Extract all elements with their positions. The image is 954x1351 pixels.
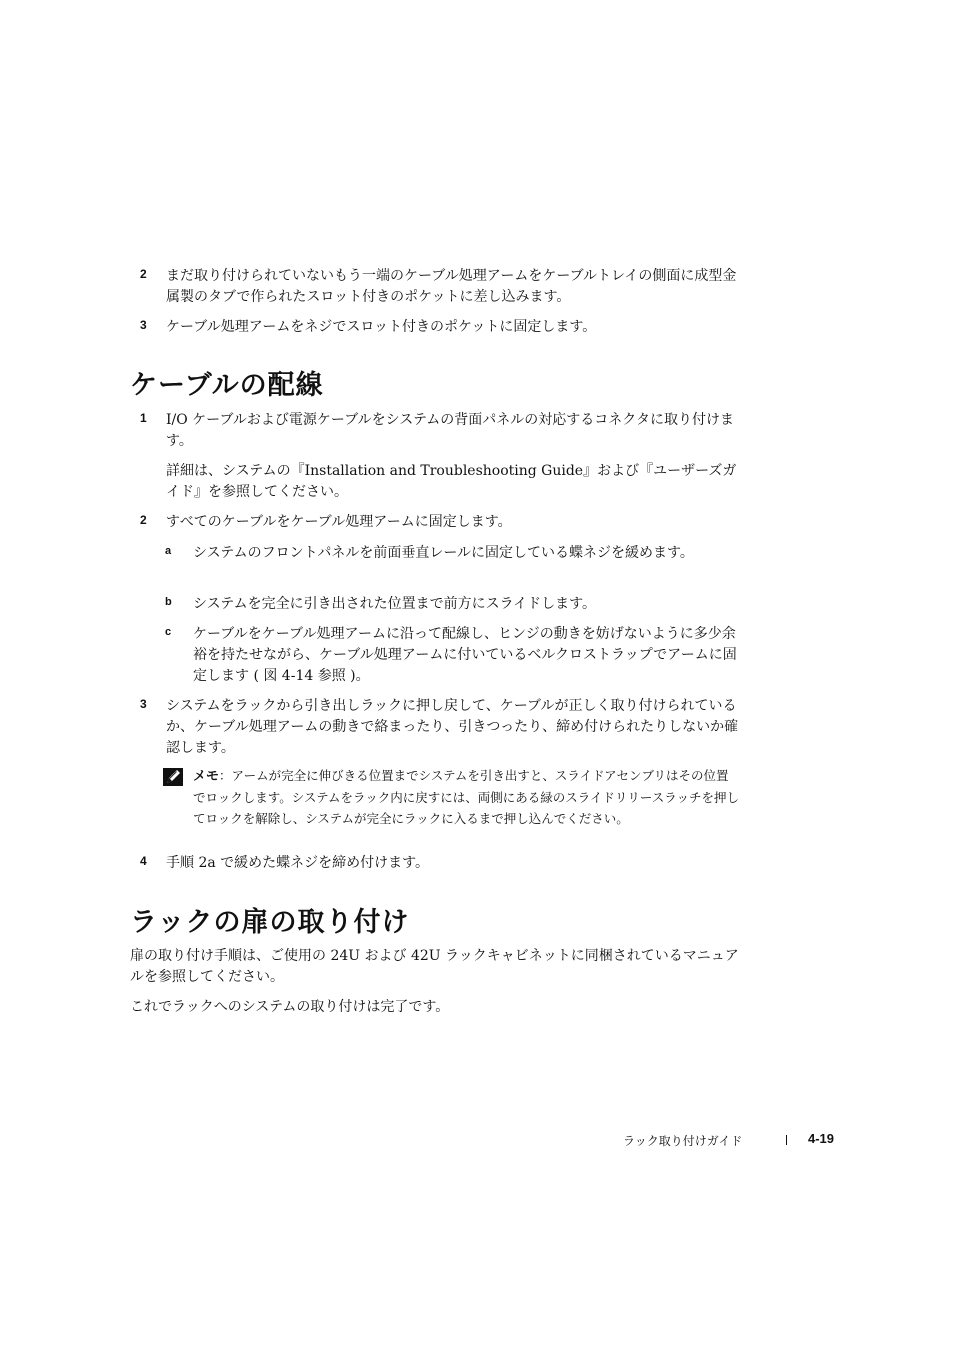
page-number: 4-19 — [808, 1131, 835, 1146]
step-item — [140, 410, 740, 452]
substep-letter: c — [165, 626, 172, 638]
step-number: 3 — [140, 697, 147, 711]
substep-item — [165, 543, 740, 564]
step-text: 手順 2a で緩めた蝶ネジを締め付けます。 — [166, 855, 430, 871]
note-label: メモ — [193, 769, 220, 784]
footer-chapter: ラック取り付けガイド — [623, 1134, 743, 1148]
step-number: 3 — [140, 318, 147, 332]
page-footer — [560, 1130, 840, 1150]
step-number: 2 — [140, 513, 147, 527]
section-heading-rack-door: ラックの扉の取り付け — [130, 907, 410, 938]
section-heading-cabling: ケーブルの配線 — [130, 370, 324, 401]
step-number: 4 — [140, 854, 147, 868]
step-number: 1 — [140, 411, 147, 425]
step-text: I/O ケーブルおよび電源ケーブルをシステムの背面パネルの対応するコネクタに取り付けます。 — [166, 412, 734, 449]
step-detail-text: 詳細は、システムの『Installation and Troubleshooting Guide』および『ユーザーズガイド』を参照してください。 — [166, 463, 737, 500]
step-detail — [140, 461, 740, 503]
pencil-note-icon — [163, 768, 183, 786]
paragraph: 扉の取り付け手順は、ご使用の 24U および 42U ラックキャビネットに同梱されているマニュアルを参照してください。 — [130, 948, 739, 985]
step-text: すべてのケーブルをケーブル処理アームに固定します。 — [166, 514, 512, 530]
substep-text: ケーブルをケーブル処理アームに沿って配線し、ヒンジの動きを妨げないように多少余裕を持たせながら、ケーブル処理アームに付いているベルクロストラップでアームに固定します ( 図 4-14 参照 )。 — [193, 626, 737, 684]
step-item — [140, 512, 740, 533]
step-text: ケーブル処理アームをネジでスロット付きのポケットに固定します。 — [166, 319, 597, 335]
step-number: 2 — [140, 267, 147, 281]
note-text: ：アームが完全に伸びきる位置までシステムを引き出すと、スライドアセンブリはその位置でロックします。システムをラック内に戻すには、両側にある緑のスライドリリースラッチを押してロックを解除し、システムが完全にラックに入るまで押し込んでください。 — [193, 768, 740, 826]
footer-separator — [786, 1135, 787, 1145]
step-item — [140, 853, 740, 874]
substep-item — [165, 624, 740, 687]
substep-text: システムのフロントパネルを前面垂直レールに固定している蝶ネジを緩めます。 — [193, 545, 694, 561]
paragraph: これでラックへのシステムの取り付けは完了です。 — [130, 999, 450, 1015]
note-box — [163, 765, 740, 829]
substep-item — [165, 594, 740, 615]
substep-letter: b — [165, 596, 172, 608]
step-item — [140, 317, 740, 338]
step-text: まだ取り付けられていないもう一端のケーブル処理アームをケーブルトレイの側面に成型金属製のタブで作られたスロット付きのポケットに差し込みます。 — [166, 268, 737, 305]
step-item — [140, 696, 740, 759]
step-item — [140, 266, 740, 308]
step-text: システムをラックから引き出しラックに押し戻して、ケーブルが正しく取り付けられているか、ケーブル処理アームの動きで絡まったり、引きつったり、締め付けられたりしないか確認します。 — [166, 698, 739, 756]
substep-text: システムを完全に引き出された位置まで前方にスライドします。 — [193, 596, 597, 612]
substep-letter: a — [165, 545, 172, 557]
